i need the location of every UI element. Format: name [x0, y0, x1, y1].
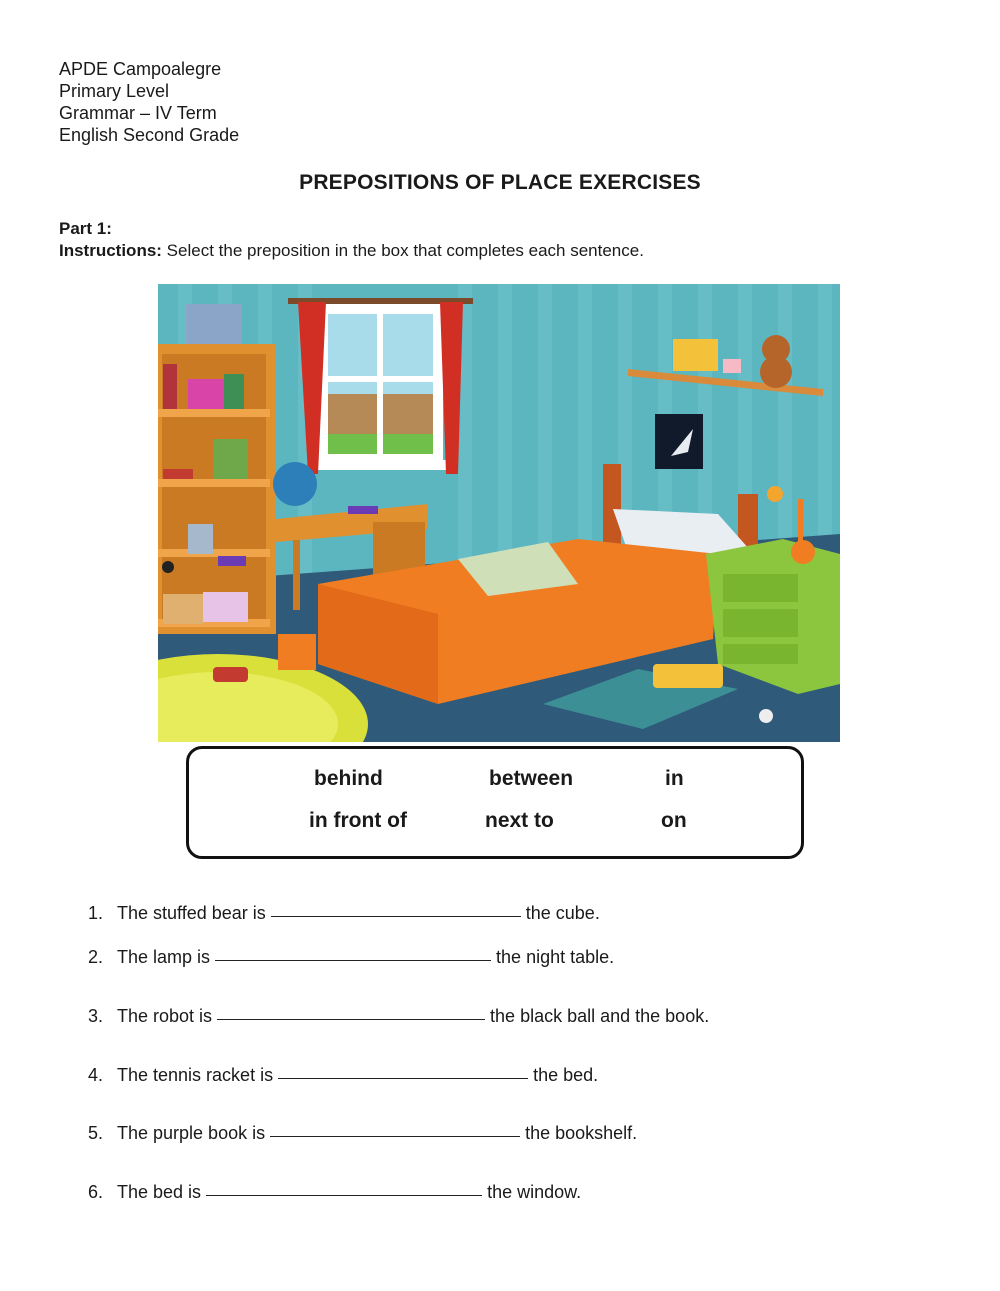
question-text-before: The tennis racket is	[117, 1065, 274, 1085]
word-behind: behind	[314, 767, 383, 790]
level-line: Primary Level	[59, 81, 170, 101]
question-text-before: The stuffed bear is	[117, 903, 266, 923]
page-title: PREPOSITIONS OF PLACE EXERCISES	[299, 171, 701, 194]
bedroom-illustration	[158, 284, 840, 742]
answer-blank[interactable]	[217, 1018, 485, 1020]
question-text-after: the bed.	[533, 1065, 599, 1085]
answer-blank[interactable]	[278, 1077, 528, 1079]
question-text-after: the window.	[487, 1182, 582, 1202]
question-number: 1.	[88, 903, 104, 923]
question-item	[88, 1006, 709, 1027]
question-number: 4.	[88, 1065, 104, 1085]
instructions-label: Instructions:	[59, 241, 162, 260]
instructions-text: Select the preposition in the box that completes each sentence.	[161, 241, 644, 260]
word-between: between	[489, 767, 574, 790]
preposition-word-box	[186, 746, 804, 859]
question-item	[88, 1123, 637, 1144]
question-text-before: The lamp is	[117, 947, 211, 967]
question-item	[88, 903, 600, 924]
question-number: 6.	[88, 1182, 104, 1202]
school-name: APDE Campoalegre	[59, 59, 222, 79]
word-in: in	[665, 767, 684, 790]
part-label: Part 1:	[59, 219, 112, 238]
answer-blank[interactable]	[271, 915, 521, 917]
word-in-front-of: in front of	[309, 809, 407, 832]
grade-line: English Second Grade	[59, 125, 240, 145]
question-text-before: The purple book is	[117, 1123, 266, 1143]
answer-blank[interactable]	[215, 959, 491, 961]
answer-blank[interactable]	[270, 1135, 520, 1137]
question-item	[88, 1182, 581, 1203]
question-item	[88, 1065, 598, 1086]
question-number: 3.	[88, 1006, 104, 1026]
question-text-after: the cube.	[525, 903, 600, 923]
question-text-after: the night table.	[496, 947, 615, 967]
term-line: Grammar – IV Term	[59, 103, 217, 123]
answer-blank[interactable]	[206, 1194, 482, 1196]
school-header	[59, 58, 239, 146]
question-item	[88, 947, 614, 968]
question-text-after: the bookshelf.	[525, 1123, 638, 1143]
question-text-before: The robot is	[117, 1006, 213, 1026]
question-text-after: the black ball and the book.	[490, 1006, 710, 1026]
word-on: on	[661, 809, 687, 832]
word-next-to: next to	[485, 809, 554, 832]
instructions	[59, 241, 644, 261]
question-number: 2.	[88, 947, 104, 967]
question-number: 5.	[88, 1123, 104, 1143]
question-text-before: The bed is	[117, 1182, 202, 1202]
